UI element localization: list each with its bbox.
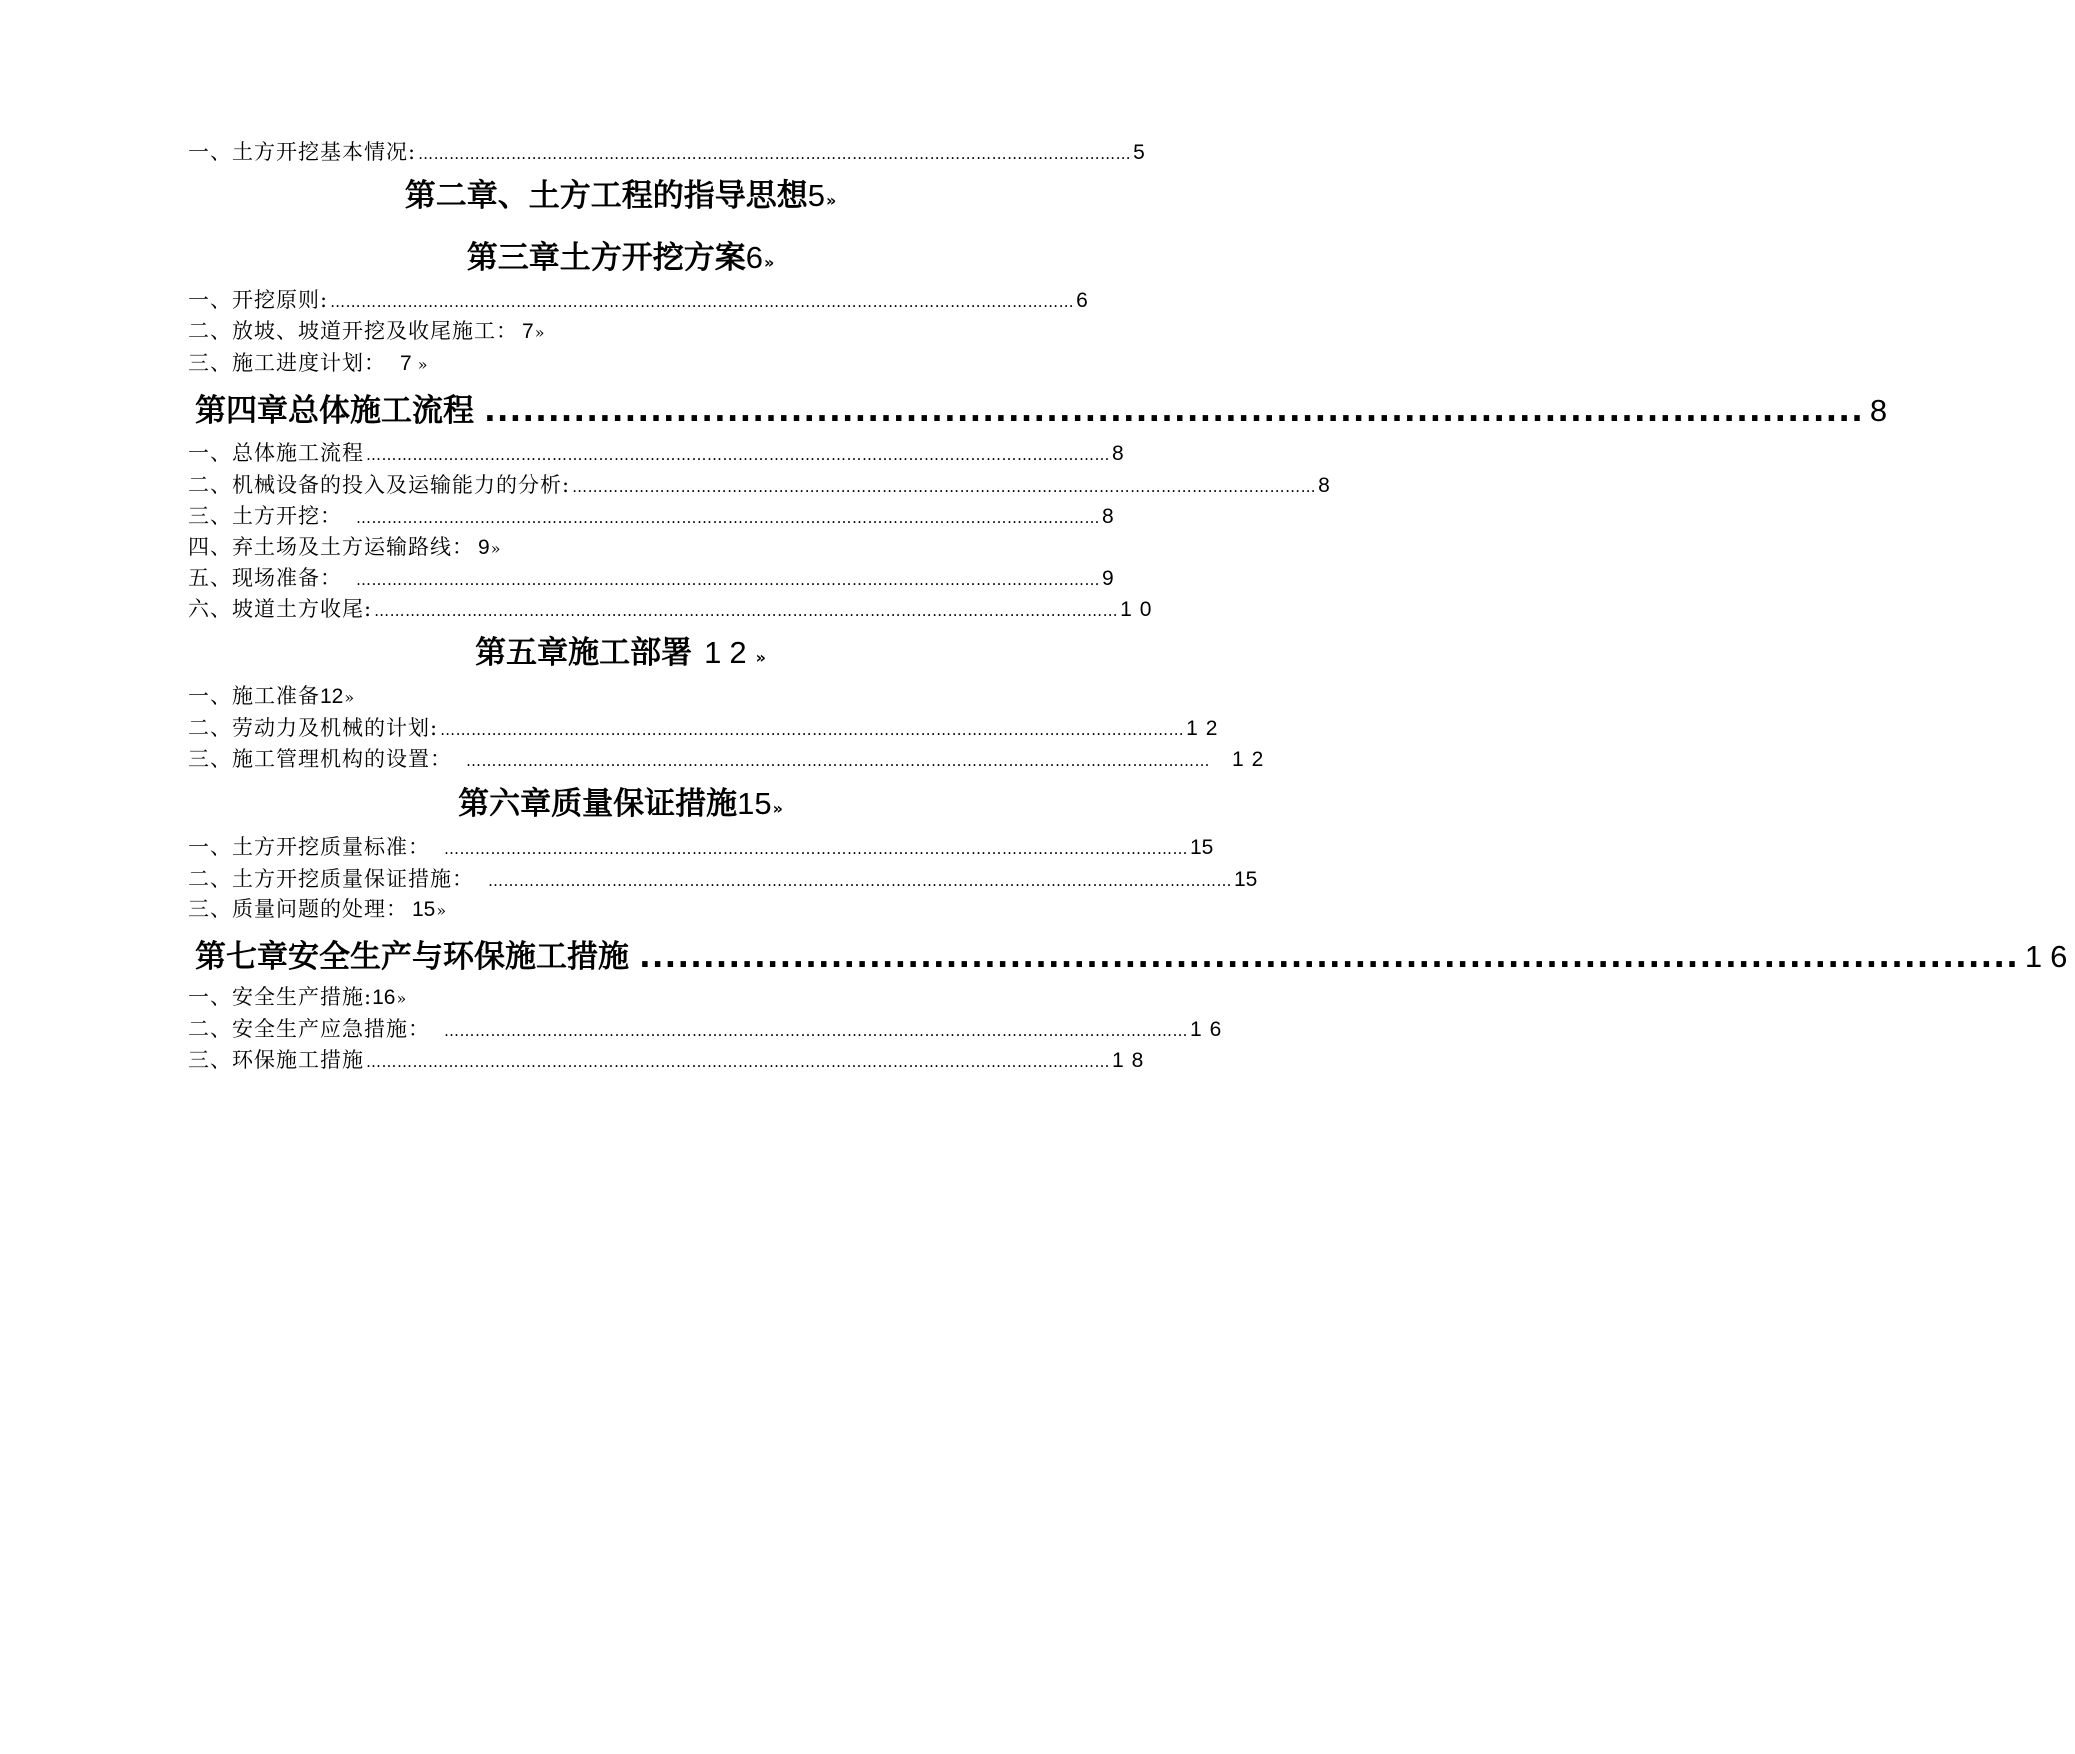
dot-leader: ………………………………………………………………………………………………………………………………	[488, 872, 1232, 890]
paragraph-mark: »	[825, 191, 837, 210]
toc-entry	[188, 982, 406, 1012]
dot-leader: ………………………………………………………………………………………………………………………………	[356, 509, 1100, 527]
toc-page-number: 6	[1076, 289, 1088, 312]
toc-chapter-label: 第四章总体施工流程	[195, 393, 474, 429]
toc-entry-label: 三、施工进度计划：	[188, 351, 386, 375]
toc-entry	[188, 681, 354, 711]
toc-entry	[188, 894, 446, 924]
toc-chapter-heading	[0, 782, 1241, 826]
toc-page-number: 16	[2024, 939, 2075, 974]
dot-leader: ………………………………………………………………………………………………………………………………	[374, 602, 1119, 620]
dot-leader: ………………………………………………………………………………………………………………………………	[444, 1022, 1188, 1040]
toc-chapter-label: 第六章质量保证措施	[458, 786, 738, 822]
toc-chapter-heading	[0, 236, 1241, 280]
toc-page-number: 16	[1190, 1018, 1230, 1041]
toc-page-number: 6	[745, 240, 763, 275]
dot-leader: ………………………………………………………………………………………………………………………………	[440, 721, 1185, 739]
toc-page-number: 15	[1234, 868, 1258, 891]
toc-page-number: 12	[1232, 748, 1272, 771]
toc-chapter-label: 第二章、土方工程的指导思想	[404, 178, 808, 214]
toc-page-number: 8	[1318, 474, 1330, 497]
toc-entry-label: 六、坡道土方收尾:	[188, 597, 373, 621]
dot-leader: …………………………………………………………………………………………………………………………	[418, 145, 1132, 163]
toc-entry	[188, 348, 427, 378]
toc-chapter-label: 第七章安全生产与环保施工措施	[195, 939, 629, 975]
toc-entry	[188, 137, 1145, 167]
toc-page-number: 10	[1120, 598, 1160, 621]
toc-entry-label: 一、开挖原则:	[188, 288, 329, 312]
toc-entry	[188, 713, 1226, 743]
toc-chapter-label: 第五章施工部署	[475, 635, 693, 671]
toc-entry	[188, 316, 544, 346]
toc-entry	[188, 438, 1124, 468]
dot-leader: ............................................................................................................	[484, 393, 1864, 429]
toc-page-number: 7	[522, 320, 534, 343]
toc-page-number: 9	[478, 536, 490, 559]
toc-entry	[188, 832, 1214, 862]
toc-page-number: 8	[1102, 505, 1114, 528]
toc-entry-label: 一、安全生产措施:	[188, 985, 373, 1009]
dot-leader: ............................................................................................................	[639, 939, 2019, 975]
toc-entry-label: 一、土方开挖质量标准：	[188, 835, 430, 859]
toc-chapter-label: 第三章土方开挖方案	[466, 240, 746, 276]
toc-entry-label: 二、机械设备的投入及运输能力的分析:	[188, 473, 571, 497]
toc-entry-label: 一、总体施工流程	[188, 441, 364, 465]
paragraph-mark: »	[417, 355, 428, 374]
toc-entry-label: 二、安全生产应急措施：	[188, 1017, 430, 1041]
paragraph-mark: »	[763, 253, 775, 272]
toc-page-number: 8	[1112, 442, 1124, 465]
toc-entry-label: 四、弃土场及土方运输路线：	[188, 535, 474, 559]
paragraph-mark: »	[344, 688, 355, 707]
paragraph-mark: »	[396, 989, 407, 1008]
paragraph-mark: »	[534, 323, 545, 342]
toc-entry	[188, 563, 1114, 593]
toc-page-number: 18	[1112, 1049, 1152, 1072]
toc-page-number: 12	[1186, 717, 1226, 740]
toc-entry	[188, 1045, 1152, 1075]
toc-entry-label: 二、土方开挖质量保证措施：	[188, 867, 474, 891]
toc-entry	[188, 470, 1330, 500]
dot-leader: ………………………………………………………………………………………………………………………………	[366, 1053, 1110, 1071]
toc-chapter-heading	[195, 935, 2075, 979]
toc-entry-label: 三、质量问题的处理：	[188, 897, 408, 921]
toc-entry	[188, 864, 1258, 894]
toc-page-number: 12	[320, 685, 344, 708]
paragraph-mark: »	[755, 648, 766, 667]
toc-entry	[188, 501, 1114, 531]
toc-page-number: 7	[400, 352, 412, 375]
paragraph-mark: »	[772, 799, 783, 818]
toc-entry-label: 一、施工准备	[188, 684, 320, 708]
toc-chapter-heading	[195, 389, 1888, 433]
toc-page-number: 5	[807, 178, 825, 213]
toc-entry-label: 二、放坡、坡道开挖及收尾施工：	[188, 319, 518, 343]
toc-entry-label: 三、环保施工措施	[188, 1048, 364, 1072]
toc-entry	[188, 1014, 1230, 1044]
toc-page-number: 9	[1102, 567, 1114, 590]
paragraph-mark: »	[490, 539, 501, 558]
toc-entry	[188, 285, 1088, 315]
toc-entry	[188, 744, 1272, 774]
dot-leader: ………………………………………………………………………………………………………………………………	[572, 478, 1317, 496]
toc-entry	[188, 532, 500, 562]
toc-entry-label: 二、劳动力及机械的计划:	[188, 716, 439, 740]
toc-entry	[188, 594, 1160, 624]
toc-page-number: 15	[1190, 836, 1214, 859]
dot-leader: ………………………………………………………………………………………………………………………………	[466, 752, 1210, 770]
dot-leader: ………………………………………………………………………………………………………………………………	[356, 571, 1100, 589]
toc-entry-label: 三、施工管理机构的设置：	[188, 747, 452, 771]
toc-page-number: 5	[1133, 141, 1145, 164]
toc-page-number: 15	[737, 786, 772, 821]
toc-page-number: 12	[704, 635, 755, 670]
paragraph-mark: »	[436, 901, 447, 920]
toc-entry-label: 一、土方开挖基本情况:	[188, 140, 417, 164]
dot-leader: ………………………………………………………………………………………………………………………………	[330, 293, 1075, 311]
dot-leader: ………………………………………………………………………………………………………………………………	[444, 840, 1188, 858]
toc-entry-label: 三、土方开挖：	[188, 504, 342, 528]
toc-page-number: 15	[412, 898, 436, 921]
toc-chapter-heading	[0, 174, 1241, 218]
toc-page-number: 8	[1869, 393, 1888, 428]
toc-chapter-heading	[0, 631, 1241, 675]
toc-entry-label: 五、现场准备：	[188, 566, 342, 590]
toc-page-number: 16	[372, 986, 396, 1009]
dot-leader: ………………………………………………………………………………………………………………………………	[366, 446, 1110, 464]
